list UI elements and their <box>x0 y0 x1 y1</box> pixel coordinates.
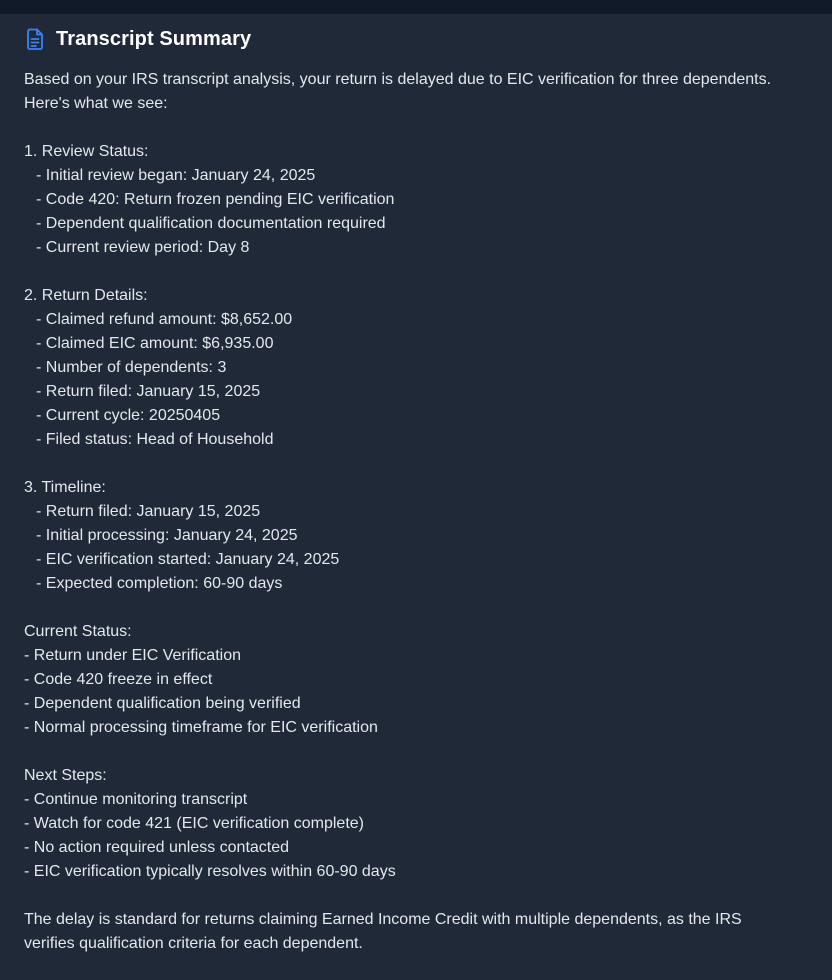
transcript-summary-card <box>0 14 832 980</box>
list-item: - Dependent qualification documentation required <box>36 215 386 232</box>
card-header <box>24 26 251 52</box>
section-heading-timeline: 3. Timeline: <box>24 479 106 496</box>
summary-content <box>24 68 814 956</box>
list-item: - Initial review began: January 24, 2025 <box>36 167 316 184</box>
list-item: - Claimed refund amount: $8,652.00 <box>36 311 293 328</box>
list-item: - Filed status: Head of Household <box>36 431 274 448</box>
list-item: - Expected completion: 60-90 days <box>36 575 283 592</box>
section-heading-return-details: 2. Return Details: <box>24 287 148 304</box>
list-item: - Claimed EIC amount: $6,935.00 <box>36 335 274 352</box>
section-heading-review-status: 1. Review Status: <box>24 143 149 160</box>
list-item: - Current review period: Day 8 <box>36 239 250 256</box>
section-heading-next-steps: Next Steps: <box>24 767 107 784</box>
list-item: - Code 420 freeze in effect <box>24 671 213 688</box>
list-item: - Return filed: January 15, 2025 <box>36 383 261 400</box>
list-item: - EIC verification started: January 24, 2025 <box>36 551 340 568</box>
list-item: - Dependent qualification being verified <box>24 695 301 712</box>
list-item: - EIC verification typically resolves within 60-90 days <box>24 863 396 880</box>
list-item: - Number of dependents: 3 <box>36 359 227 376</box>
list-item: - Return under EIC Verification <box>24 647 241 664</box>
list-item: - Current cycle: 20250405 <box>36 407 221 424</box>
closing-line: The delay is standard for returns claiming Earned Income Credit with multiple dependents, as the IRS <box>24 911 742 928</box>
intro-line: Here's what we see: <box>24 95 168 112</box>
list-item: - Initial processing: January 24, 2025 <box>36 527 298 544</box>
list-item: - Watch for code 421 (EIC verification complete) <box>24 815 364 832</box>
page-title: Transcript Summary <box>56 27 252 50</box>
intro-line: Based on your IRS transcript analysis, your return is delayed due to EIC verification for three dependents. <box>24 71 772 88</box>
list-item: - Normal processing timeframe for EIC verification <box>24 719 378 736</box>
list-item: - Continue monitoring transcript <box>24 791 248 808</box>
list-item: - Return filed: January 15, 2025 <box>36 503 261 520</box>
document-icon <box>24 27 46 51</box>
list-item: - Code 420: Return frozen pending EIC verification <box>36 191 395 208</box>
top-bar <box>0 0 832 14</box>
closing-line: verifies qualification criteria for each dependent. <box>24 935 363 952</box>
section-heading-current-status: Current Status: <box>24 623 132 640</box>
list-item: - No action required unless contacted <box>24 839 290 856</box>
